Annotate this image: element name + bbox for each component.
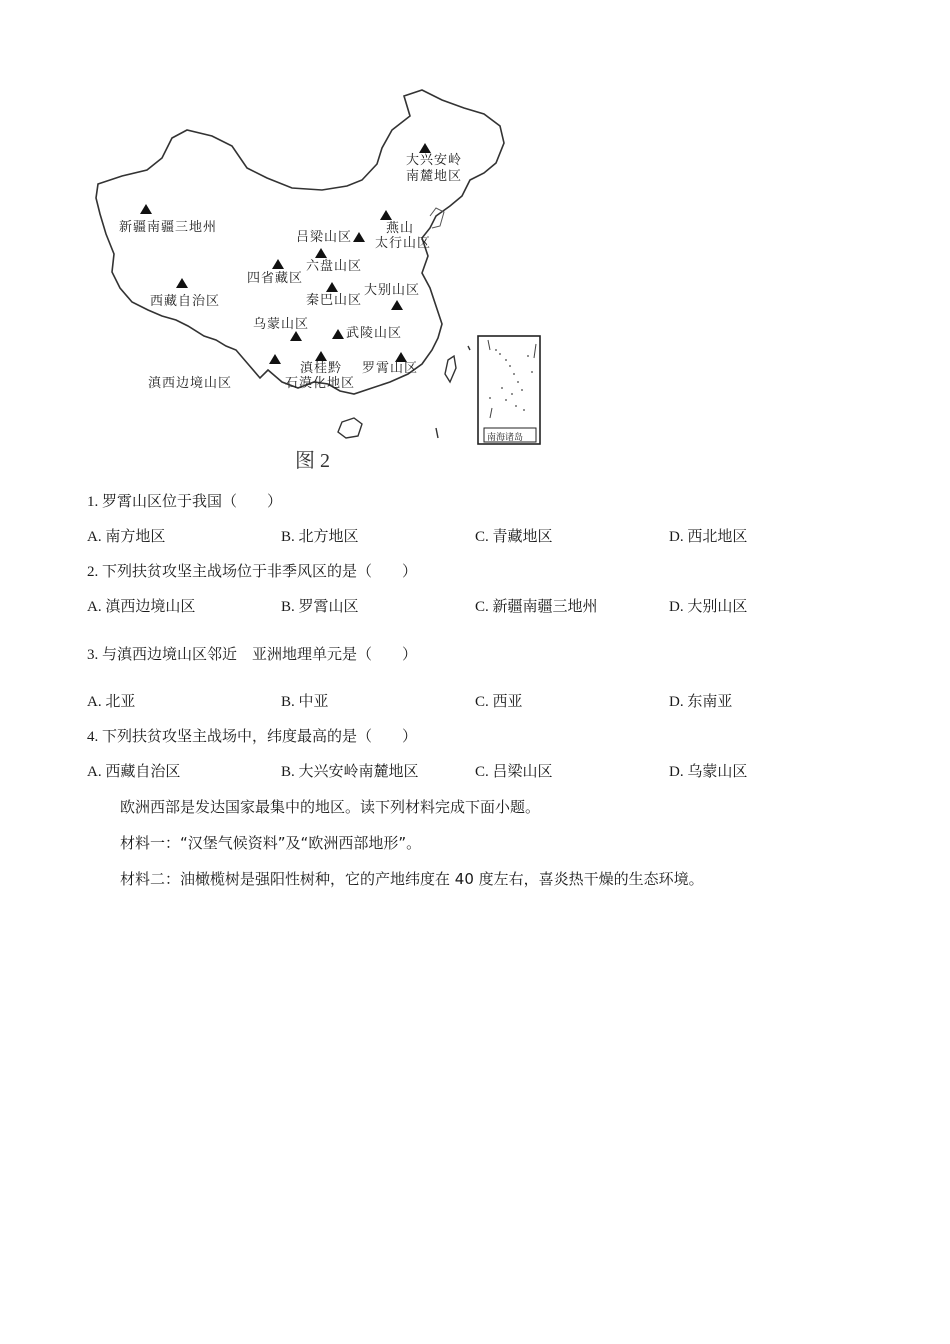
marker-dianxi: [269, 354, 281, 364]
question-2-options: [87, 595, 867, 617]
q3-option-d[interactable]: D. 东南亚: [669, 694, 733, 710]
q1-option-d[interactable]: D. 西北地区: [669, 529, 748, 545]
label-daxinganling-line2: 南麓地区: [406, 169, 463, 184]
marker-lvliang: [353, 232, 365, 242]
label-wumeng: 乌蒙山区: [253, 317, 310, 332]
figure-caption: 图 2: [295, 450, 330, 472]
label-qinba: 秦巴山区: [306, 293, 363, 308]
q4-option-d[interactable]: D. 乌蒙山区: [669, 764, 748, 780]
label-yanshan-line2: 太行山区: [375, 236, 432, 251]
question-1-options: [87, 525, 867, 547]
label-xizang: 西藏自治区: [150, 294, 221, 309]
marker-liupan: [315, 248, 327, 258]
label-sisheng: 四省藏区: [247, 271, 304, 286]
marker-sisheng: [272, 259, 284, 269]
label-daxinganling-line1: 大兴安岭: [406, 153, 463, 168]
question-2-stem: 2. 下列扶贫攻坚主战场位于非季风区的是（ ）: [87, 564, 418, 580]
material-two: 材料二：油橄榄树是强阳性树种，它的产地纬度在 40 度左右，喜炎热干燥的生态环境。: [120, 870, 704, 888]
label-dianqian-line1: 滇桂黔: [300, 361, 343, 376]
material-one: 材料一：“汉堡气候资料”及“欧洲西部地形”。: [120, 834, 422, 852]
question-1-stem: 1. 罗霄山区位于我国（ ）: [87, 494, 283, 510]
question-4-options: [87, 760, 867, 782]
q1-option-c[interactable]: C. 青藏地区: [475, 529, 553, 545]
label-yanshan-line1: 燕山: [386, 221, 415, 236]
question-3-stem: 3. 与滇西边境山区邻近 亚洲地理单元是（ ）: [87, 647, 418, 663]
marker-daxinganling: [419, 143, 431, 153]
inset-label-south-sea: 南海诸岛: [487, 433, 524, 443]
marker-yanshan: [380, 210, 392, 220]
marker-wumeng: [290, 331, 302, 341]
label-dabie: 大别山区: [364, 283, 421, 298]
q3-option-a[interactable]: A. 北亚: [87, 694, 136, 710]
label-liupan: 六盘山区: [306, 259, 363, 274]
material-intro: 欧洲西部是发达国家最集中的地区。读下列材料完成下面小题。: [120, 798, 541, 816]
q4-option-a[interactable]: A. 西藏自治区: [87, 764, 181, 780]
marker-dabie: [391, 300, 403, 310]
hainan-island: [338, 418, 362, 438]
q2-option-a[interactable]: A. 滇西边境山区: [87, 599, 196, 615]
china-map-figure: [92, 88, 552, 478]
q3-option-c[interactable]: C. 西亚: [475, 694, 523, 710]
marker-dianqian: [315, 351, 327, 361]
q1-option-a[interactable]: A. 南方地区: [87, 529, 166, 545]
q4-option-c[interactable]: C. 吕梁山区: [475, 764, 553, 780]
taiwan-island: [445, 356, 456, 382]
china-outline-map: [92, 88, 552, 478]
marker-wuling: [332, 329, 344, 339]
q4-option-b[interactable]: B. 大兴安岭南麓地区: [281, 764, 419, 780]
question-3-options: [87, 690, 867, 712]
marker-qinba: [326, 282, 338, 292]
q3-option-b[interactable]: B. 中亚: [281, 694, 329, 710]
label-xinjiang: 新疆南疆三地州: [119, 220, 218, 235]
label-dianqian-line2: 石漠化地区: [285, 376, 356, 391]
marker-xizang: [176, 278, 188, 288]
marker-xinjiang: [140, 204, 152, 214]
label-lvliang: 吕梁山区: [296, 230, 353, 245]
question-4-stem: 4. 下列扶贫攻坚主战场中，纬度最高的是（ ）: [87, 729, 418, 745]
label-wuling: 武陵山区: [346, 326, 403, 341]
q1-option-b[interactable]: B. 北方地区: [281, 529, 359, 545]
q2-option-d[interactable]: D. 大别山区: [669, 599, 748, 615]
label-dianxi: 滇西边境山区: [148, 376, 233, 391]
label-luoxiao: 罗霄山区: [362, 361, 419, 376]
q2-option-c[interactable]: C. 新疆南疆三地州: [475, 599, 598, 615]
q2-option-b[interactable]: B. 罗霄山区: [281, 599, 359, 615]
